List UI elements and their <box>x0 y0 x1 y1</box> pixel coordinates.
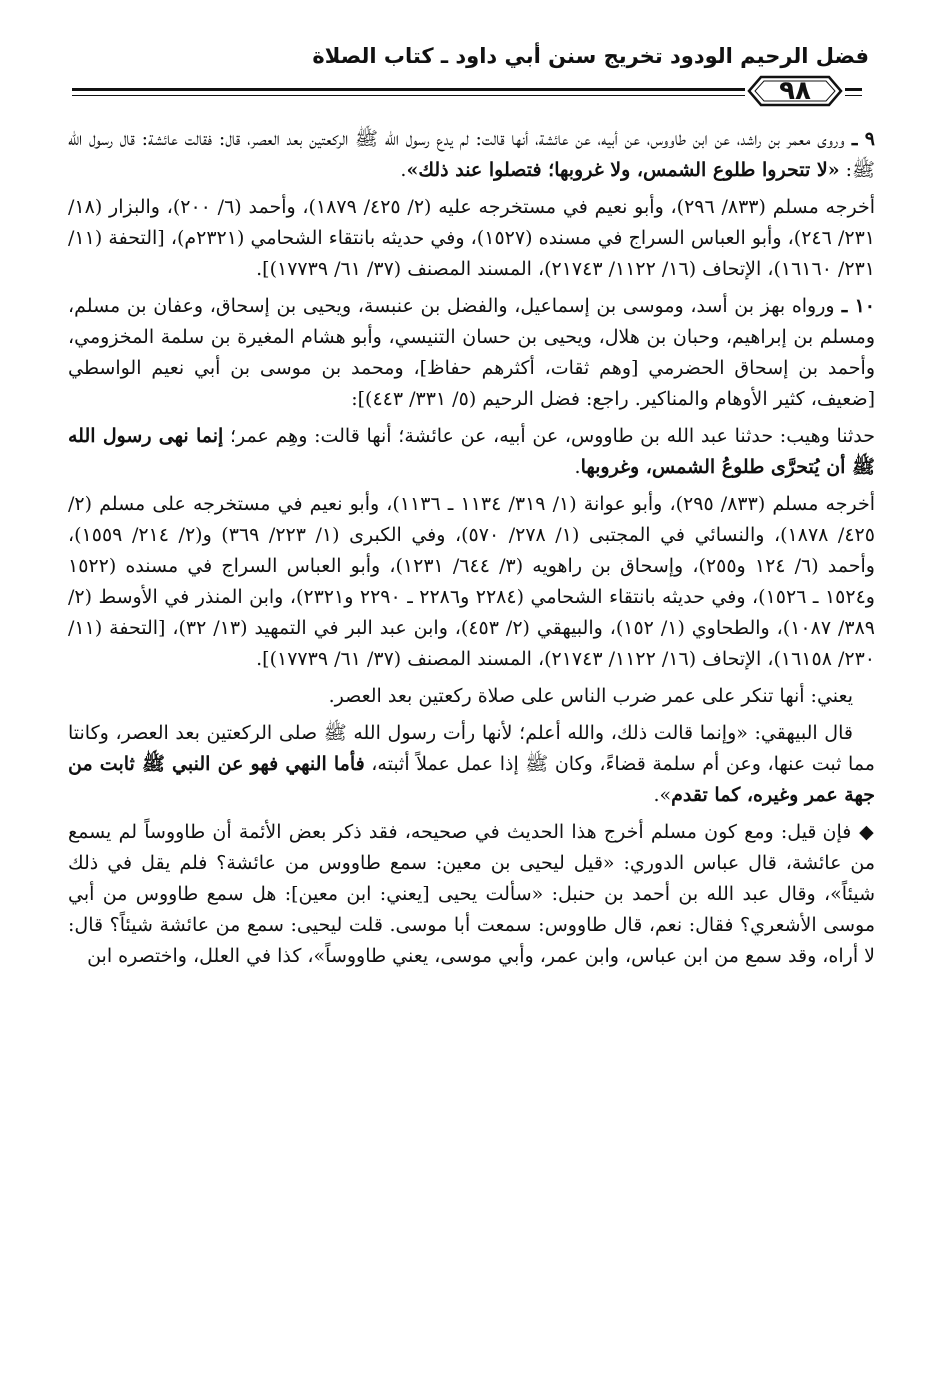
text: قال البيهقي: «وإنما قالت ذلك، والله أعلم؛ لأنها رأت رسول الله ﷺ صلى الركعتين بعد العصر، وكانتا مما ثبت عنها، وعن أم سلمة قضاءً، وكان ﷺ إذا عمل عملاً أثبته، <box>68 722 875 775</box>
bold-text: ◆ <box>851 821 875 843</box>
header-rules <box>72 88 862 102</box>
text: وروى معمر بن راشد، عن ابن طاووس، عن أبيه، عن عائشة، أنها قالت: لم يدع رسول الله ﷺ الركعتين بعد العصر، قال: فقالت عائشة: قال رسول الله ﷺ: <box>68 128 875 181</box>
header-rule-thick <box>72 88 862 91</box>
bold-text: فأما النهي فهو عن النبي ﷺ ثابت من جهة عمر وغيره، كما تقدم <box>68 753 875 806</box>
body-text <box>68 124 875 978</box>
text: يعني: أنها تنكر على عمر ضرب الناس على صلاة ركعتين بعد العصر. <box>328 685 853 707</box>
bold-text: إنما نهى رسول الله ﷺ أن يُتحرَّى طلوعُ الشمس، وغروبها <box>68 425 875 478</box>
page-number: ٩٨ <box>779 76 811 106</box>
bold-text: «لا تتحروا طلوع الشمس، ولا غروبها؛ فتصلوا عند ذلك» <box>406 159 840 181</box>
paragraph-bayhaqi <box>68 718 875 811</box>
paragraph-p10-takhrij <box>68 489 875 675</box>
text: ». <box>653 784 672 806</box>
page-number-ornament <box>745 72 845 110</box>
bold-text: ٩ ـ <box>844 128 875 150</box>
paragraph-p9 <box>68 124 875 186</box>
text: . <box>574 456 581 478</box>
text: . <box>400 159 407 181</box>
paragraph-p10 <box>68 291 875 415</box>
paragraph-fain-qila <box>68 817 875 972</box>
text: حدثنا وهيب: حدثنا عبد الله بن طاووس، عن أبيه، عن عائشة؛ أنها قالت: وهِم عمر؛ <box>223 425 876 447</box>
text: أخرجه مسلم (٨٣٣/ ٢٩٥)، وأبو عوانة (١/ ٣١٩/ ١١٣٤ ـ ١١٣٦)، وأبو نعيم في مستخرجه على مسلم (٢/ ٤٢٥/ ١٨٧٨)، والنسائي في المجتبى (١/ ٢٧٨/ ٥٧٠)، وفي الكبرى (١/ ٢٢٣/ ٣٦٩) و(٢/ ٢١٤/ ١٥٥٩)، وأحمد (٦/ ١٢٤ و٢٥٥)، وإسحاق بن راهويه (٣/ ٦٤٤/ ١٢٣١)، وأبو العباس السراج في مسنده (١٥٢٢ و١٥٢٤ ـ ١٥٢٦)، وفي حديثه بانتقاء الشحامي (٢٢٨٤ و٢٢٨٦ ـ ٢٢٩٠ و٢٣٢١)، وابن المنذر في الأوسط (٢/ ٣٨٩/ ١٠٨٧)، والطحاوي (١/ ١٥٢)، والبيهقي (٢/ ٤٥٣)، وابن عبد البر في التمهيد (١٣/ ٣٢)، [التحفة (١١/ ٢٣٠/ ١٦١٥٨)، الإتحاف (١٦/ ١١٢٢/ ٢١٧٤٣)، المسند المصنف (٣٧/ ٦١/ ١٧٧٣٩)]. <box>68 493 875 670</box>
text: ورواه بهز بن أسد، وموسى بن إسماعيل، والفضل بن عنبسة، ويحيى بن إسحاق، وعفان بن مسلم، ومسلم بن إبراهيم، وحبان بن هلال، ويحيى بن حسان التنيسي، وأبو هشام المغيرة بن سلمة المخزومي، وأحمد بن إسحاق الحضرمي [وهم ثقات، أكثرهم حفاظ]، ومحمد بن موسى بن أبي نعيم الواسطي [ضعيف، كثير الأوهام والمناكير. راجع: فضل الرحيم (٥/ ٣٣١/ ٤٤٣)]: <box>68 295 875 410</box>
text: فإن قيل: ومع كون مسلم أخرج هذا الحديث في صحيحه، فقد ذكر بعض الأئمة أن طاووساً لم يسمع من عائشة، قال عباس الدوري: «قيل ليحيى بن معين: سمع طاووس من عائشة؟ فلم يقل في ذلك شيئاً»، وقال عبد الله بن أحمد بن حنبل: «سألت يحيى [يعني: ابن معين]: هل سمع طاووس من أبي موسى الأشعري؟ فقال: نعم، قال طاووس: سمعت أبا موسى. قلت ليحيى: سمع من عائشة شيئاً؟ قال: لا أراه، وقد سمع من ابن عباس، وابن عمر، وأبي موسى، يعني طاووساً»، كذا في العلل، واختصره ابن <box>68 821 875 967</box>
paragraph-yani <box>68 681 875 712</box>
header-rule-thin <box>72 95 862 96</box>
bold-text: ١٠ ـ <box>834 295 875 317</box>
paragraph-p9-takhrij <box>68 192 875 285</box>
paragraph-p10-matn <box>68 421 875 483</box>
text: أخرجه مسلم (٨٣٣/ ٢٩٦)، وأبو نعيم في مستخرجه عليه (٢/ ٤٢٥/ ١٨٧٩)، وأحمد (٦/ ٢٠٠)، والبزار (١٨/ ٢٣١/ ٢٤٦)، وأبو العباس السراج في مسنده (١٥٢٧)، وفي حديثه بانتقاء الشحامي (٢٣٢١م)، [التحفة (١١/ ٢٣١/ ١٦١٦٠)، الإتحاف (١٦/ ١١٢٢/ ٢١٧٤٣)، المسند المصنف (٣٧/ ٦١/ ١٧٧٣٩)]. <box>68 196 875 280</box>
running-head-title: فضل الرحيم الودود تخريج سنن أبي داود ـ كتاب الصلاة <box>312 44 869 68</box>
